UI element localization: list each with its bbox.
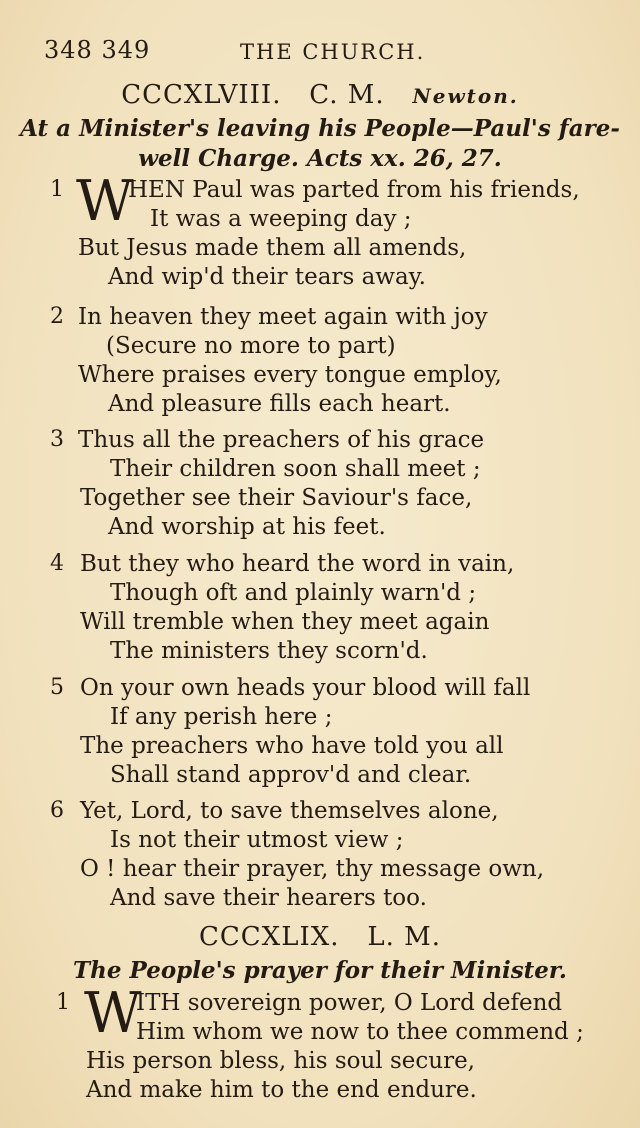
verse-line: But Jesus made them all amends,	[78, 235, 467, 261]
verse-line: And pleasure fills each heart.	[108, 391, 451, 417]
hymn-348-meter: C. M.	[309, 80, 385, 110]
verse-number: 1	[50, 177, 64, 202]
verse-number: 6	[50, 798, 64, 823]
verse-number: 4	[50, 551, 64, 576]
verse-line: Though oft and plainly warn'd ;	[110, 580, 477, 606]
verse-line: Shall stand approv'd and clear.	[110, 762, 472, 788]
verse-line: And worship at his feet.	[108, 514, 386, 540]
verse-line: Will tremble when they meet again	[80, 609, 490, 635]
drop-cap: W	[84, 981, 142, 1046]
verse-line: The preachers who have told you all	[80, 733, 504, 759]
hymn-349-meter: L. M.	[367, 922, 441, 952]
verse-line: (Secure no more to part)	[106, 333, 396, 359]
verse-line: It was a weeping day ;	[150, 206, 412, 232]
verse-line: On your own heads your blood will fall	[80, 675, 531, 701]
hymn-348-heading	[0, 80, 640, 110]
verse-line: But they who heard the word in vain,	[80, 551, 515, 577]
drop-cap: W	[76, 169, 134, 234]
hymn-349-heading	[0, 922, 640, 952]
hymn-348-number: CCCXLVIII.	[121, 80, 282, 110]
running-head	[44, 32, 620, 68]
verse-line: And wip'd their tears away.	[108, 264, 426, 290]
verse-line: And save their hearers too.	[110, 885, 427, 911]
verse-line: Him whom we now to thee commend ;	[136, 1019, 584, 1045]
verse-line: And make him to the end endure.	[86, 1077, 477, 1103]
verse-number: 2	[50, 304, 64, 329]
verse-line: O ! hear their prayer, thy message own,	[80, 856, 545, 882]
hymn-349-subtitle: The People's prayer for their Minister.	[73, 957, 567, 984]
running-title: THE CHURCH.	[240, 40, 426, 64]
hymn-349-number: CCCXLIX.	[199, 922, 340, 952]
verse-number: 1	[56, 990, 70, 1015]
verse-number: 5	[50, 675, 64, 700]
verse-line: Is not their utmost view ;	[110, 827, 404, 853]
verse-line: ITH sovereign power, O Lord defend	[136, 990, 563, 1016]
verse-line: His person bless, his soul secure,	[86, 1048, 475, 1074]
verse-line: Yet, Lord, to save themselves alone,	[80, 798, 499, 824]
verse-line: If any perish here ;	[110, 704, 333, 730]
verse-line: Thus all the preachers of his grace	[78, 427, 485, 453]
page-number: 348 349	[44, 36, 151, 64]
hymn-348-subtitle-1: At a Minister's leaving his People—Paul's fare-	[20, 115, 620, 142]
verse-line: HEN Paul was parted from his friends,	[128, 177, 580, 203]
verse-line: The ministers they scorn'd.	[110, 638, 428, 664]
verse-line: Where praises every tongue employ,	[78, 362, 502, 388]
verse-line: Together see their Saviour's face,	[80, 485, 473, 511]
hymn-348-tune: Newton.	[412, 84, 519, 108]
verse-line: In heaven they meet again with joy	[78, 304, 488, 330]
hymn-348-subtitle-2: well Charge. Acts xx. 26, 27.	[138, 145, 502, 172]
verse-line: Their children soon shall meet ;	[110, 456, 481, 482]
verse-number: 3	[50, 427, 64, 452]
